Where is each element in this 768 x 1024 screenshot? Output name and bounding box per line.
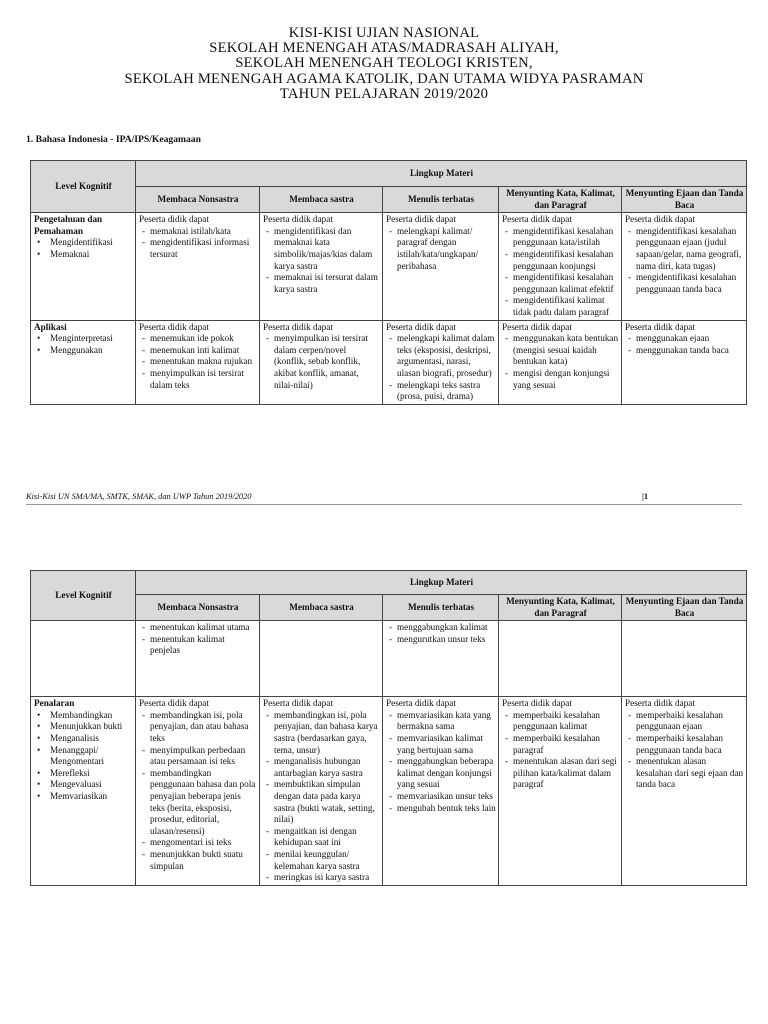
content-cell — [136, 621, 260, 697]
section-heading: 1. Bahasa Indonesia - IPA/IPS/Keagamaan — [26, 134, 201, 145]
document-title — [0, 26, 768, 102]
cognitive-level-row — [31, 213, 747, 320]
indicator-item: - mengubah bentuk teks lain — [397, 803, 496, 815]
indicator-item: - mengisi dengan konjungsi yang sesuai — [513, 368, 619, 391]
indicator-item: - menggunakan ejaan — [636, 333, 744, 345]
content-cell — [260, 697, 383, 886]
indicator-item: - memperbaiki kesalahan penggunaan kalimat — [513, 710, 619, 733]
indicator-item: - memperbaiki kesalahan penggunaan ejaan — [636, 710, 744, 733]
cell-lead-text: Peserta didik dapat — [502, 214, 572, 225]
header-lingkup-materi: Lingkup Materi — [136, 161, 747, 187]
indicator-list — [263, 710, 380, 884]
level-title: Aplikasi — [34, 321, 67, 332]
title-line: TAHUN PELAJARAN 2019/2020 — [279, 85, 489, 102]
document-page-2 — [0, 558, 768, 1024]
indicator-list — [502, 333, 619, 391]
cell-lead-text: Peserta didik dapat — [139, 214, 209, 225]
cell-lead-text: Peserta didik dapat — [502, 698, 572, 709]
indicator-list — [625, 710, 744, 791]
cell-lead-text: Peserta didik dapat — [625, 698, 695, 709]
title-line: SEKOLAH MENENGAH TEOLOGI KRISTEN, — [235, 55, 533, 72]
footer-divider — [26, 504, 742, 505]
indicator-list — [139, 333, 257, 391]
cell-lead-text: Peserta didik dapat — [386, 698, 456, 709]
header-menulis-terbatas: Menulis terbatas — [383, 187, 499, 213]
indicator-item: - menggunakan kata bentukan (mengisi sesuai kaidah bentukan kata) — [513, 333, 619, 368]
header-menyunting-ejaan: Menyunting Ejaan dan Tanda Baca — [622, 595, 747, 621]
indicator-list — [386, 333, 496, 403]
indicator-item: - mengidentifikasi informasi tersurat — [150, 237, 257, 260]
indicator-item: - menyimpulkan isi tersirat dalam cerpen/novel (konflik, sebab konflik, akibat konflik, amanat, nilai-nilai) — [274, 333, 380, 391]
content-cell — [383, 621, 499, 697]
indicator-item: - mengurutkan unsur teks — [397, 634, 496, 646]
header-membaca-nonsastra: Membaca Nonsastra — [136, 187, 260, 213]
indicator-item: - menggabungkan kalimat — [397, 622, 496, 634]
page-footer — [26, 492, 742, 506]
content-cell — [260, 320, 383, 404]
indicator-item: - mengidentifikasi kesalahan penggunaan kalimat efektif — [513, 272, 619, 295]
level-title: Penalaran — [34, 698, 75, 709]
indicator-item: - melengkapi kalimat/ paragraf dengan istilah/kata/ungkapan/ peribahasa — [397, 226, 496, 272]
indicator-item: - menentukan alasan kesalahan dari segi ejaan dan tanda baca — [636, 756, 744, 791]
indicator-item: - menyimpulkan isi tersirat dalam teks — [150, 368, 257, 391]
indicator-list — [386, 622, 496, 645]
indicator-list — [502, 226, 619, 319]
indicator-item: - menunjukkan bukti suatu simpulan — [150, 849, 257, 872]
indicator-list — [502, 710, 619, 791]
content-cell — [136, 320, 260, 404]
level-cell-empty — [31, 621, 136, 697]
indicator-item: - memaknai isi tersurat dalam karya sastra — [274, 272, 380, 295]
content-cell — [499, 320, 622, 404]
header-membaca-sastra: Membaca sastra — [260, 595, 383, 621]
indicator-list — [625, 226, 744, 296]
indicator-item: - membandingkan penggunaan bahasa dan pola penyajian beberapa jenis teks (berita, eksposisi, prosedur, editorial, ulasan/resensi) — [150, 768, 257, 838]
content-cell — [383, 213, 499, 320]
level-title: Pengetahuan dan Pemahaman — [34, 214, 103, 236]
indicator-item: - menggunakan tanda baca — [636, 345, 744, 357]
level-item: • Memaknai — [50, 249, 133, 261]
indicator-list — [386, 710, 496, 814]
indicator-item: - memaknai istilah/kata — [150, 226, 257, 238]
cognitive-level-row — [31, 320, 747, 404]
level-item: • Mengidentifikasi — [50, 237, 133, 249]
header-membaca-nonsastra: Membaca Nonsastra — [136, 595, 260, 621]
cell-lead-text: Peserta didik dapat — [386, 214, 456, 225]
content-cell — [622, 213, 747, 320]
indicator-item: - mengidentifikasi kesalahan penggunaan kata/istilah — [513, 226, 619, 249]
indicator-item: - mengomentari isi teks — [150, 837, 257, 849]
level-item: • Memvariasikan — [50, 791, 133, 803]
indicator-item: - menggabungkan beberapa kalimat dengan konjungsi yang sesuai — [397, 756, 496, 791]
cell-lead-text: Peserta didik dapat — [139, 698, 209, 709]
indicator-item: - mengaitkan isi dengan kehidupan saat ini — [274, 826, 380, 849]
content-cell — [622, 697, 747, 886]
level-items — [34, 333, 133, 356]
indicator-item: - mengidentifikasi kesalahan penggunaan tanda baca — [636, 272, 744, 295]
header-menulis-terbatas: Menulis terbatas — [383, 595, 499, 621]
indicator-item: - memperbaiki kesalahan paragraf — [513, 733, 619, 756]
kisi-kisi-table-continued — [30, 570, 747, 886]
level-items — [34, 710, 133, 803]
cognitive-level-row — [31, 697, 747, 886]
indicator-item: - mengidentifikasi kesalahan penggunaan konjungsi — [513, 249, 619, 272]
level-item: • Mengevaluasi — [50, 779, 133, 791]
cell-lead-text: Peserta didik dapat — [263, 321, 333, 332]
cell-lead-text: Peserta didik dapat — [386, 321, 456, 332]
level-item: • Membandingkan — [50, 710, 133, 722]
cell-lead-text: Peserta didik dapat — [502, 321, 572, 332]
indicator-item: - meringkas isi karya sastra — [274, 872, 380, 884]
indicator-item: - menentukan alasan dari segi pilihan kata/kalimat dalam paragraf — [513, 756, 619, 791]
content-cell — [499, 213, 622, 320]
indicator-list — [386, 226, 496, 272]
indicator-item: - menentukan makna rujukan — [150, 356, 257, 368]
title-line: SEKOLAH MENENGAH AGAMA KATOLIK, DAN UTAMA WIDYA PASRAMAN — [124, 70, 644, 87]
indicator-item: - menentukan kalimat utama — [150, 622, 257, 634]
footer-text: Kisi-Kisi UN SMA/MA, SMTK, SMAK, dan UWP Tahun 2019/2020 — [26, 492, 252, 501]
indicator-list — [263, 226, 380, 296]
level-item: • Menganalisis — [50, 733, 133, 745]
header-menyunting-kata: Menyunting Kata, Kalimat, dan Paragraf — [499, 187, 622, 213]
content-cell — [136, 213, 260, 320]
header-lingkup-materi: Lingkup Materi — [136, 571, 747, 595]
header-level-kognitif: Level Kognitif — [31, 571, 136, 621]
indicator-item: - melengkapi teks sastra (prosa, puisi, drama) — [397, 380, 496, 403]
level-cell — [31, 213, 136, 320]
header-level-kognitif: Level Kognitif — [31, 161, 136, 213]
indicator-list — [139, 622, 257, 657]
level-item: • Menginterpretasi — [50, 333, 133, 345]
indicator-item: - membandingkan isi, pola penyajian, dan atau bahasa teks — [150, 710, 257, 745]
indicator-item: - menyimpulkan perbedaan atau persamaan isi teks — [150, 745, 257, 768]
level-item: • Menggunakan — [50, 345, 133, 357]
indicator-item: - menentukan kalimat penjelas — [150, 634, 257, 657]
indicator-item: - membuktikan simpulan dengan data pada karya sastra (bukti watak, setting, nilai) — [274, 779, 380, 825]
indicator-item: - mengidentifikasi dan memaknai kata simbolik/majas/kias dalam karya sastra — [274, 226, 380, 272]
content-cell — [383, 320, 499, 404]
content-cell — [622, 320, 747, 404]
page-gap — [0, 510, 768, 558]
header-membaca-sastra: Membaca sastra — [260, 187, 383, 213]
indicator-list — [263, 333, 380, 391]
level-item: • Menanggapi/ Mengomentari — [50, 745, 133, 768]
indicator-item: - menganalisis hubungan antarbagian karya sastra — [274, 756, 380, 779]
content-cell — [260, 621, 383, 697]
indicator-item: - memvariasikan kalimat yang bertujuan sama — [397, 733, 496, 756]
content-cell — [383, 697, 499, 886]
kisi-kisi-table — [30, 160, 747, 405]
continuation-row — [31, 621, 747, 697]
title-line: SEKOLAH MENENGAH ATAS/MADRASAH ALIYAH, — [209, 40, 559, 57]
header-menyunting-kata: Menyunting Kata, Kalimat, dan Paragraf — [499, 595, 622, 621]
header-menyunting-ejaan: Menyunting Ejaan dan Tanda Baca — [622, 187, 747, 213]
indicator-item: - menilai keunggulan/ kelemahan karya sastra — [274, 849, 380, 872]
indicator-item: - mengidentifikasi kesalahan penggunaan ejaan (judul sapaan/gelar, nama geografi, nama diri, kata tugas) — [636, 226, 744, 272]
level-cell — [31, 697, 136, 886]
indicator-list — [139, 710, 257, 872]
indicator-item: - memvariasikan unsur teks — [397, 791, 496, 803]
indicator-item: - memperbaiki kesalahan penggunaan tanda baca — [636, 733, 744, 756]
level-cell — [31, 320, 136, 404]
cell-lead-text: Peserta didik dapat — [263, 698, 333, 709]
content-cell — [499, 621, 622, 697]
cell-lead-text: Peserta didik dapat — [263, 214, 333, 225]
level-items — [34, 237, 133, 260]
indicator-item: - memvariasikan kata yang bermakna sama — [397, 710, 496, 733]
cell-lead-text: Peserta didik dapat — [139, 321, 209, 332]
content-cell — [260, 213, 383, 320]
cell-lead-text: Peserta didik dapat — [625, 321, 695, 332]
indicator-item: - membandingkan isi, pola penyajian, dan bahasa karya sastra (berdasarkan gaya, tema, unsur) — [274, 710, 380, 756]
indicator-item: - menemukan inti kalimat — [150, 345, 257, 357]
level-item: • Merefleksi — [50, 768, 133, 780]
title-line: KISI-KISI UJIAN NASIONAL — [288, 25, 480, 41]
content-cell — [499, 697, 622, 886]
indicator-list — [139, 226, 257, 261]
indicator-list — [625, 333, 744, 356]
cell-lead-text: Peserta didik dapat — [625, 214, 695, 225]
content-cell — [136, 697, 260, 886]
content-cell — [622, 621, 747, 697]
indicator-item: - menemukan ide pokok — [150, 333, 257, 345]
indicator-item: - melengkapi kalimat dalam teks (eksposisi, deskripsi, argumentasi, narasi, ulasan biografi, prosedur) — [397, 333, 496, 379]
level-item: • Menunjukkan bukti — [50, 721, 133, 733]
page-number: |1 — [642, 492, 649, 501]
indicator-item: - mengidentifikasi kalimat tidak padu dalam paragraf — [513, 295, 619, 318]
